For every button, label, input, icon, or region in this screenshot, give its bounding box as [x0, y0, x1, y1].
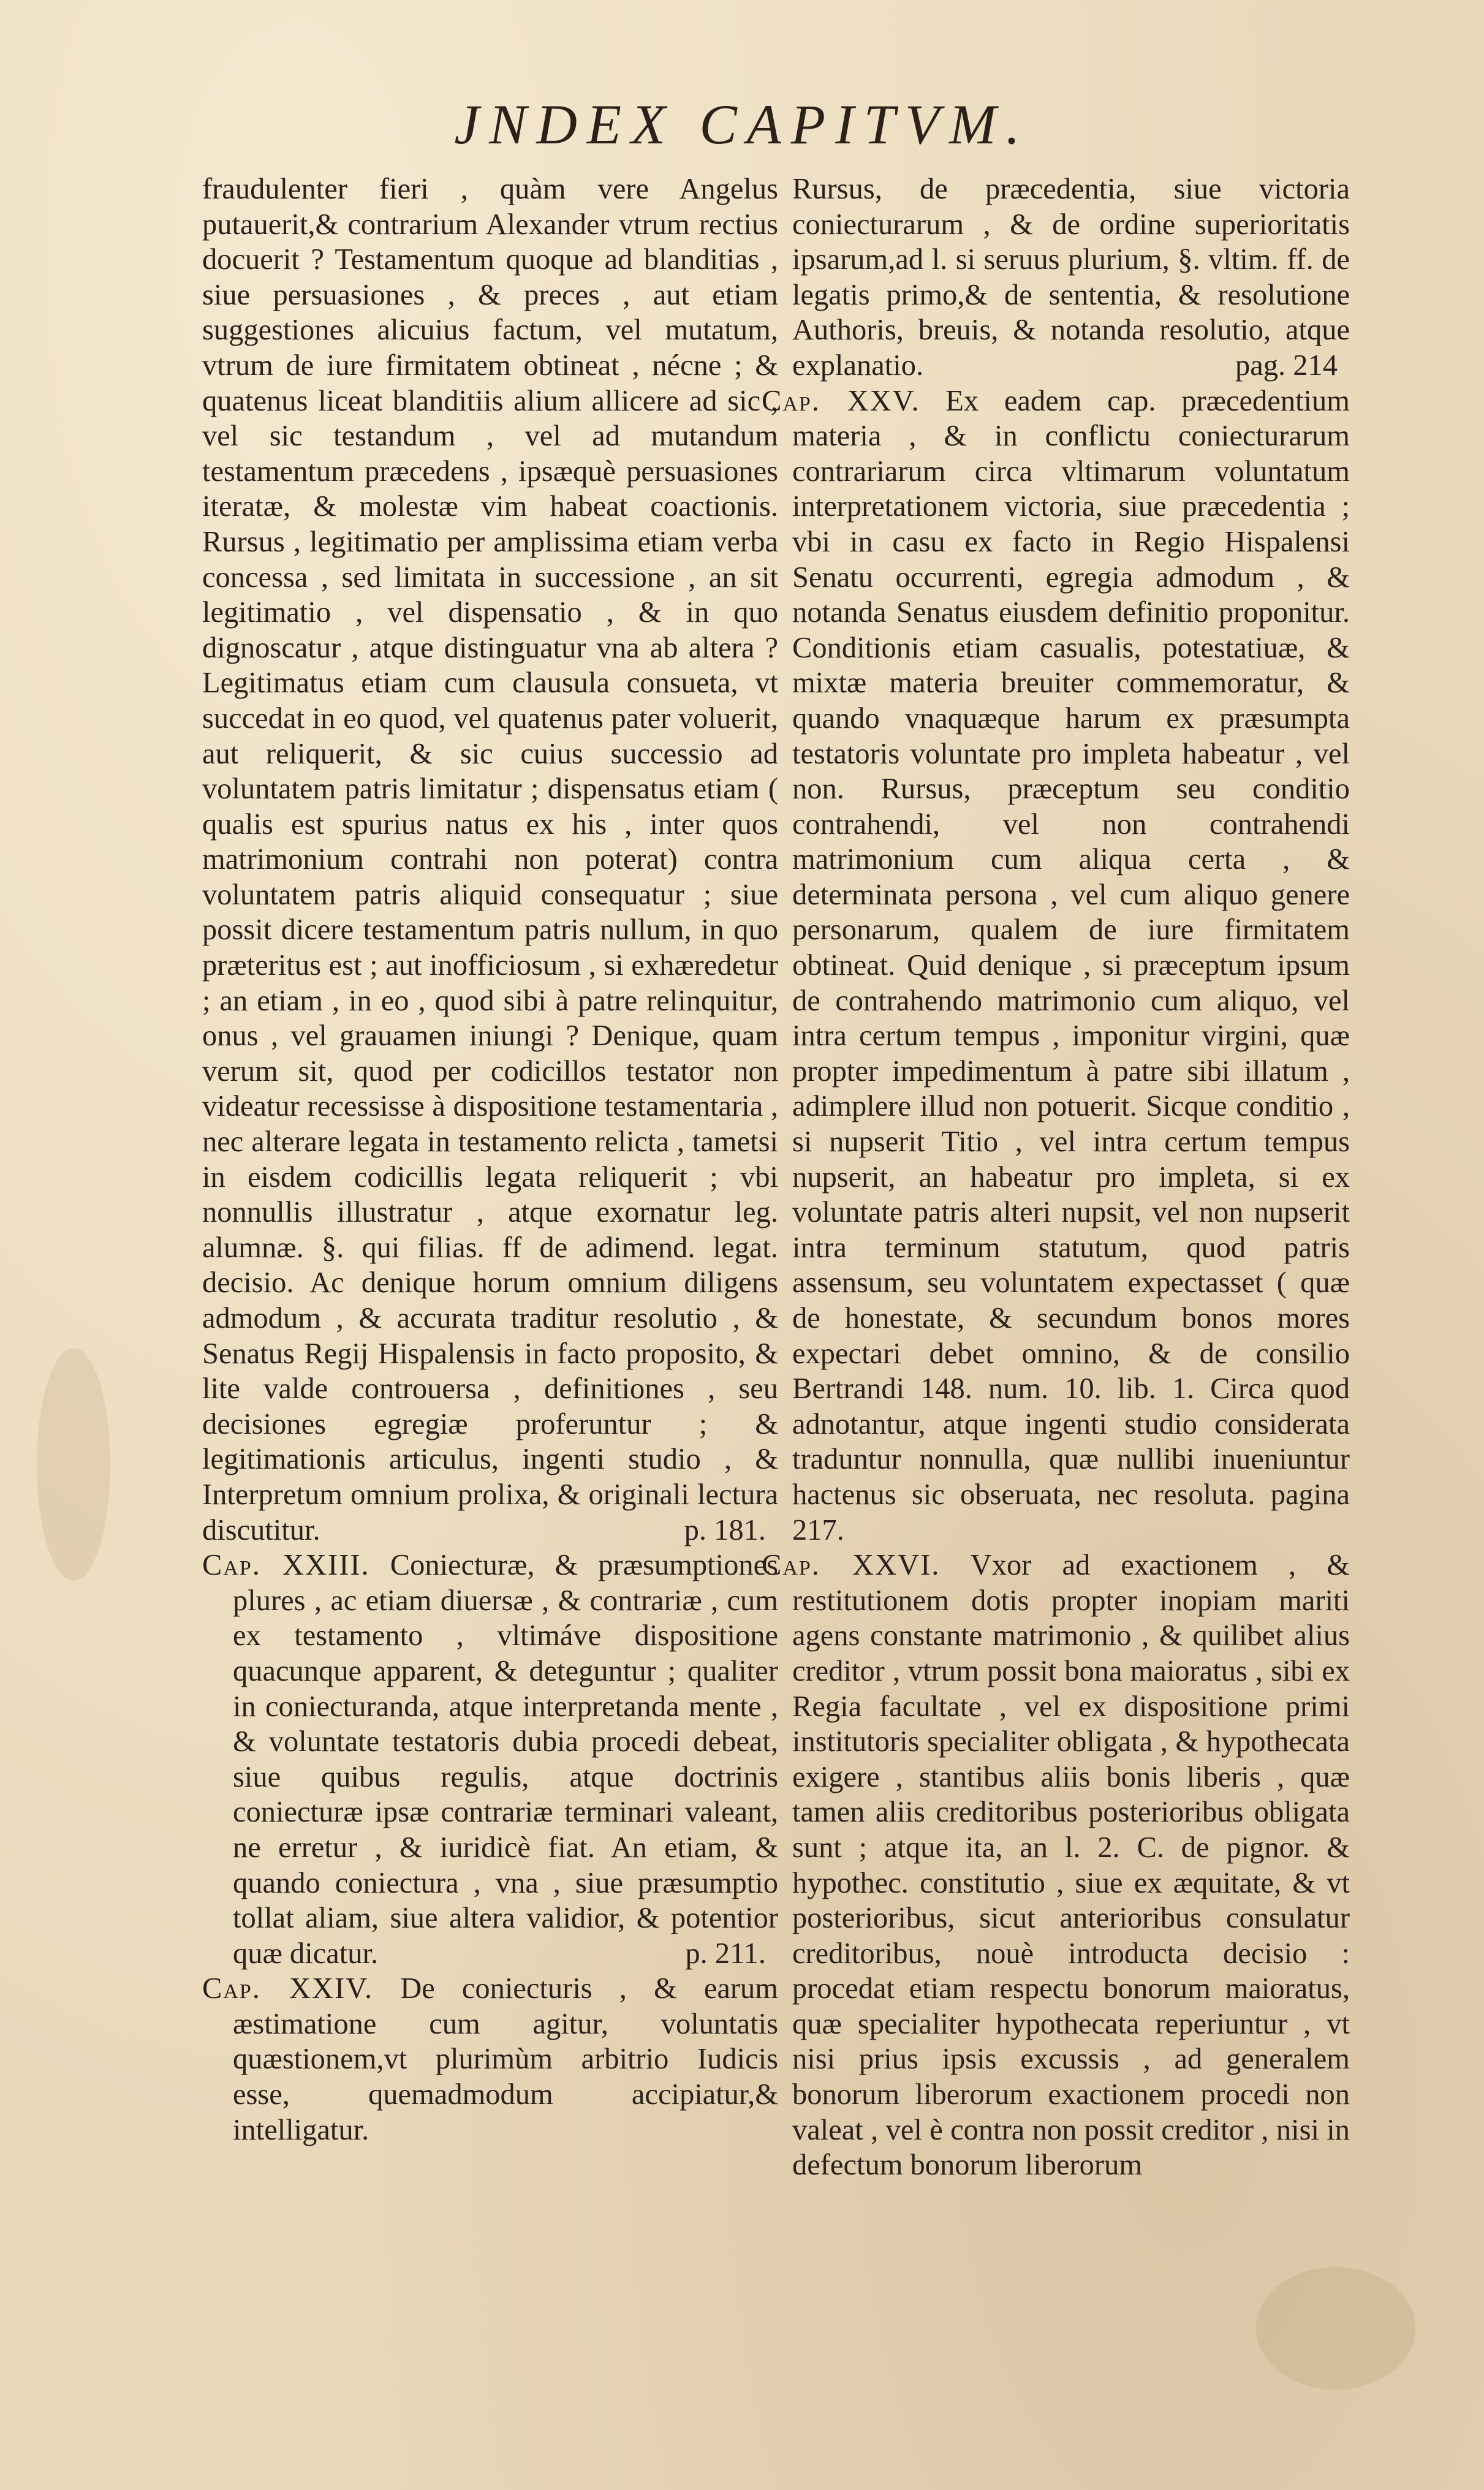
chapter-text: De coniecturis , & earum æstimatione cum agitur, voluntatis quæstionem,vt plurimùm arbitrio Iudicis esse, quemadmodum accipiatur,& intelligatur. — [233, 1972, 778, 2146]
chapter-text: Vxor ad exactionem , & restitutionem dotis propter inopiam mariti agens constante matrimonio , & quilibet alius creditor , vtrum possit bona maioratus , sibi ex Regia facultate , vel ex dispositione primi institutoris specialiter obligata , & hypothecata exigere , stantibus aliis bonis liberis , quæ tamen aliis creditoribus posterioribus obligata sunt ; atque ita, an l. 2. C. de pignor. & hypothec. constitutio , siue ex æquitate, & vt posterioribus, sicut anterioribus consulatur creditoribus, nouè introducta decisio : procedat etiam respectu bonorum maioratus, quæ specialiter hypothecata reperiuntur , vt nisi prius ipsis excussis , ad generalem bonorum liberorum exactionem procedi non valeat , vel è contra non possit creditor , nisi in defectum bonorum liberorum — [792, 1549, 1350, 2182]
chapter-text: Ex eadem cap. præcedentium materia , & in conflictu coniecturarum contrariarum circa vltimarum voluntatum interpretationem victoria, siue præcedentia ; vbi in casu ex facto in Regio Hispalensi Senatu occurrenti, egregia admodum , & notanda Senatus eiusdem definitio proponitur. Conditionis etiam casualis, potestatiuæ, & mixtæ materia breuiter commemoratur, & quando vnaquæque harum ex præsumpta testatoris voluntate pro impleta habeatur , vel non. Rursus, præceptum seu conditio contrahendi, vel non contrahendi matrimonium cum aliqua certa , & determinata persona , vel cum aliquo genere personarum, qualem de iure firmitatem obtineat. Quid denique , si præceptum ipsum de contrahendo matrimonio cum aliquo, vel intra certum tempus , imponitur virgini, quæ propter impedimentum à patre sibi illatum , adimplere illud non potuerit. Sicque conditio , si nupserit Titio , vel intra certum tempus nupserit, an habeatur pro impleta, si ex voluntate patris alteri nupsit, vel non nupserit intra terminum statutum, quod patris assensum, seu voluntatem expectasset ( quæ de honestate, & secundum bonos mores expectari debet omnino, & de consilio Bertrandi 148. num. 10. lib. 1. Circa quod adnotantur, atque ingenti studio considerata traduntur nonnulla, quæ nullibi inueniuntur hactenus sic obseruata, nec resoluta. pagina 217. — [792, 384, 1350, 1546]
page-title: JNDEX CAPITVM. — [454, 93, 1030, 156]
chapter-label: Cap. XXIV. — [202, 1972, 374, 2005]
page-reference: pag. 214 — [1235, 349, 1338, 382]
right-column — [762, 172, 1350, 2183]
chapter-entry-25 — [762, 384, 1350, 1548]
page-reference: p. 181. — [684, 1513, 766, 1546]
chapter-label: Cap. XXV. — [762, 384, 920, 417]
paper-stain — [37, 1348, 110, 1581]
chapter-label: Cap. XXVI. — [762, 1549, 941, 1582]
chapter-label: Cap. XXIII. — [202, 1549, 370, 1582]
entry-continuation — [762, 172, 1350, 384]
entry-text: Rursus, de præcedentia, siue victoria coniecturarum , & de ordine superioritatis ipsarum,ad l. si seruus plurium, §. vltim. ff. de legatis primo,& de sententia, & resolutione Authoris, breuis, & notanda resolutio, atque explanatio. — [792, 173, 1350, 382]
chapter-entry-23 — [202, 1548, 778, 1971]
entry-continuation — [202, 172, 778, 1548]
chapter-entry-24 — [202, 1971, 778, 2148]
chapter-entry-26 — [762, 1548, 1350, 2183]
entry-text: fraudulenter fieri , quàm vere Angelus putauerit,& contrarium Alexander vtrum rectius docuerit ? Testamentum quoque ad blanditias , siue persuasiones , & preces , aut etiam suggestiones alicuius factum, vel mutatum, vtrum de iure firmitatem obtineat , nécne ; & quatenus liceat blanditiis alium allicere ad sic , vel sic testandum , vel ad mutandum testamentum præcedens , ipsæquè persuasiones iteratæ, & molestæ vim habeat coactionis. Rursus , legitimatio per amplissima etiam verba concessa , sed limitata in successione , an sit legitimatio , vel dispensatio , & in quo dignoscatur , atque distinguatur vna ab altera ? Legitimatus etiam cum clausula consueta, vt succedat in eo quod, vel quatenus pater voluerit, aut reliquerit, & sic cuius successio ad voluntatem patris limitatur ; dispensatus etiam ( qualis est spurius natus ex his , inter quos matrimonium contrahi non poterat) contra voluntatem patris aliquid consequatur ; siue possit dicere testamentum patris nullum, in quo præteritus est ; aut inofficiosum , si exhæredetur ; an etiam , in eo , quod sibi à patre relinquitur, onus , vel grauamen iniungi ? Denique, quam verum sit, quod per codicillos testator non videatur recessisse à dispositione testamentaria , nec alterare legata in testamento relicta , tametsi in eisdem codicillis legata reliquerit ; vbi nonnullis illustratur , atque exornatur leg. alumnæ. §. qui filias. ff de adimend. legat. decisio. Ac denique horum omnium diligens admodum , & accurata traditur resolutio , & Senatus Regij Hispalensis in facto proposito, & lite valde controuersa , definitiones , seu decisiones egregiæ proferuntur ; & legitimationis articulus, ingenti studio , & Interpretum omnium prolixa, & originali lectura discutitur. — [202, 173, 778, 1546]
chapter-text: Coniecturæ, & præsumptiones plures , ac etiam diuersæ , & contrariæ , cum ex testamento , vltimáve dispositione quacunque apparent, & deteguntur ; qualiter in coniecturanda, atque interpretanda mente , & voluntate testatoris dubia procedi debeat, siue quibus regulis, atque doctrinis coniecturæ ipsæ contrariæ terminari valeant, ne erretur , & iuridicè fiat. An etiam, & quando coniectura , vna , siue præsumptio tollat aliam, siue altera validior, & potentior quæ dicatur. — [233, 1549, 779, 1970]
page-reference: p. 211. — [685, 1937, 766, 1970]
left-column — [202, 172, 778, 2148]
paper-stain — [1256, 2267, 1415, 2390]
